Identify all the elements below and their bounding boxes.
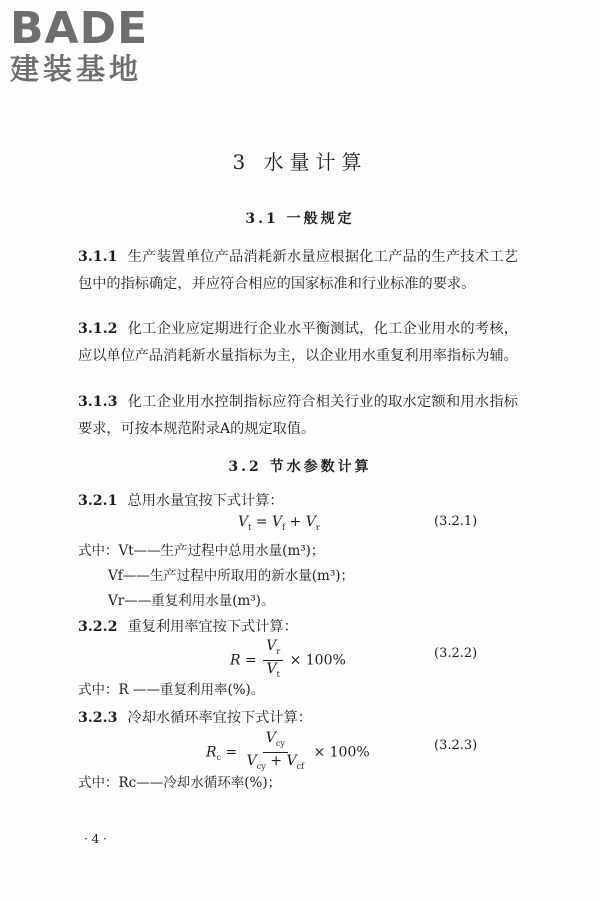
clause-text: 总用水量宜按下式计算： xyxy=(127,493,284,509)
where-line: 式中：Vt——生产过程中总用水量(m³)； xyxy=(78,543,325,559)
clause-number: 3.1.3 xyxy=(78,394,118,410)
equation-number: (3.2.2) xyxy=(434,646,478,661)
page-number: · 4 · xyxy=(84,832,107,846)
where-line: 式中：R ——重复利用率(%)。 xyxy=(78,682,265,698)
clause-number: 3.2.3 xyxy=(78,710,118,726)
clause-3-2-3 xyxy=(78,705,518,732)
clause-text: 化工企业应定期进行企业水平衡测试，化工企业用水的考核，应以单位产品消耗新水量指标为主，以企业用水重复利用率指标为辅。 xyxy=(78,321,518,364)
clause-text: 生产装置单位产品消耗新水量应根据化工产品的生产技术工艺包中的指标确定，并应符合相应的国家标准和行业标准的要求。 xyxy=(78,249,518,292)
logo-subtitle: 建装基地 xyxy=(10,52,143,86)
clause-3-1-3 xyxy=(78,389,518,443)
section-title-3-2: 3.2 节水参数计算 xyxy=(228,459,372,475)
clause-3-1-2 xyxy=(78,316,518,370)
section-title-3-1: 3.1 一般规定 xyxy=(245,211,355,227)
where-line: Vr——重复利用水量(m³)。 xyxy=(108,593,275,609)
clause-number: 3.2.2 xyxy=(78,619,118,635)
clause-3-2-2 xyxy=(78,614,518,641)
equation-3-2-1: $V_t = V_f + V_r$ xyxy=(238,514,320,532)
where-line: 式中：Rc——冷却水循环率(%)； xyxy=(78,775,282,791)
clause-number: 3.1.2 xyxy=(78,321,118,337)
logo-brand: BADE xyxy=(10,3,149,54)
clause-3-2-1 xyxy=(78,488,518,515)
chapter-title: 3 水量计算 xyxy=(232,150,368,174)
clause-text: 冷却水循环率宜按下式计算： xyxy=(127,710,312,726)
equation-number: (3.2.3) xyxy=(434,738,478,753)
clause-3-1-1 xyxy=(78,244,518,298)
clause-number: 3.1.1 xyxy=(78,249,118,265)
clause-text: 重复利用率宜按下式计算： xyxy=(127,619,298,635)
equation-3-2-2: R = $\frac{V_r}{V_t}$ × 100% xyxy=(230,638,346,679)
equation-3-2-3: $R_c$ = $\frac{V_{cy}}{V_{cy} + V_{cf}}$ × 100% xyxy=(206,730,370,771)
equation-number: (3.2.1) xyxy=(434,514,478,529)
where-line: Vf——生产过程中所取用的新水量(m³)； xyxy=(108,568,354,584)
clause-text: 化工企业用水控制指标应符合相关行业的取水定额和用水指标要求，可按本规范附录A的规定取值。 xyxy=(78,394,518,437)
clause-number: 3.2.1 xyxy=(78,493,118,509)
logo xyxy=(10,3,170,86)
